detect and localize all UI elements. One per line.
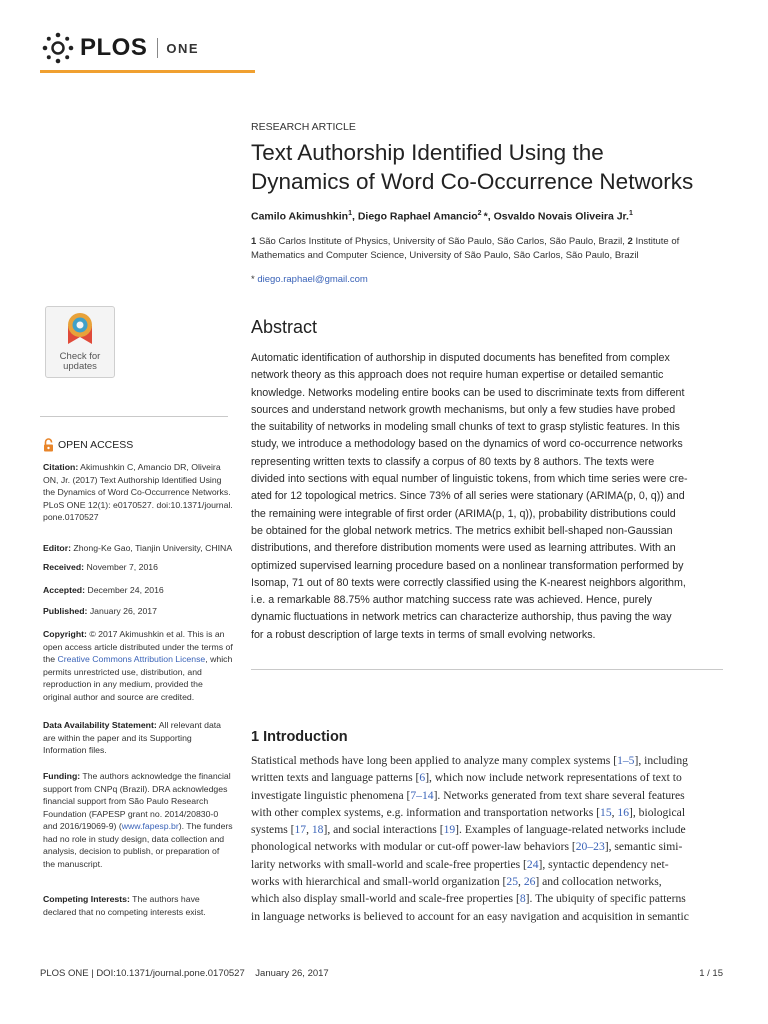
bookmark-ribbon-icon [65,312,95,346]
funding-text: The authors acknowledge the financial support from CNPq (Brazil). DRA acknowledges financial support from São Paulo Research Foundation (FAPESP grant no. 2014/20830-0 and 2016/19069-9) ( [43,771,231,831]
title-line-2: Dynamics of Word Co-Occurrence Networks [251,169,694,194]
reference-link[interactable]: 8 [519,892,526,906]
author-affiliation-marker: 1 [348,210,352,217]
fapesp-link[interactable]: www.fapesp.br [121,821,179,831]
intro-text: ], which now include network representations of text to [425,771,682,785]
copyright-block [43,628,233,703]
affiliation-2-number: 2 [627,236,633,247]
abstract-body [251,350,723,644]
reference-link[interactable]: 19 [443,823,456,837]
copyright-text: © 2017 Akimushkin et al. This is an open access article distributed under the terms of the [43,629,233,664]
intro-text: ], including [634,754,688,767]
citation-text: Akimushkin C, Amancio DR, Oliveira ON, Jr. (2017) Text Authorship Identified Using the Dynamics of Word Co-Occurrence Networks. PLoS ONE 12(1): e0170527. doi:10.1371/journal. pone.0170527 [43,462,233,522]
published-label: Published: [43,606,88,616]
intro-text: written texts and language patterns [ [251,771,420,785]
intro-text: ]. The ubiquity of specific patterns [525,892,686,906]
reference-link[interactable]: 18 [311,823,324,837]
abstract-line: the suitability of networks in modeling small chunks of text to grasp stylistic features. In this [251,421,680,434]
author-name: Osvaldo Novais Oliveira Jr. [493,210,629,223]
affiliation-2: Institute of Mathematics and Computer Science, University of São Paulo, São Carlos, São Paulo, Brazil [251,236,680,261]
intro-text: ], semantic simi- [604,840,683,854]
intro-text: systems [ [251,823,295,837]
open-lock-icon [43,438,54,452]
editor-label: Editor: [43,543,71,553]
abstract-line: knowledge. Networks modeling entire books can be used to discriminate texts from different [251,386,685,399]
abstract-line: distributions, and therefore distribution moments were used as learning attributes. With an [251,542,676,555]
abstract-line: for a robust description of large texts in terms of small evolving networks. [251,628,596,641]
intro-text: ], syntactic dependency net- [538,857,669,871]
affiliation-1-number: 1 [251,236,257,247]
published-date: January 26, 2017 [89,606,157,616]
reference-link[interactable]: 1–5 [617,754,635,767]
abstract-line: study, we introduce a methodology based on the dynamics of word co-occurrence networks [251,438,683,451]
abstract-line: i.e. a remarkable 88.75% author matching success rate was achieved. Hence, purely [251,594,652,607]
intro-text: ] and collocation networks, [535,875,662,889]
data-availability-label: Data Availability Statement: [43,720,157,730]
author-name: Diego Raphael Amancio [357,210,478,223]
copyright-text-end: , which permits unrestricted use, distribution, and reproduction in any medium, provided the original author and source are credited. [43,654,233,702]
intro-line [251,787,723,804]
license-link[interactable]: Creative Commons Attribution License [57,654,206,664]
intro-line [251,890,723,907]
corresponding-email [251,274,723,285]
plos-sun-icon [40,30,76,66]
reference-link[interactable]: 24 [526,857,539,871]
editor-text: Zhong-Ke Gao, Tianjin University, CHINA [73,543,233,553]
email-marker: * [251,274,255,285]
author-list [251,210,723,223]
intro-text: ]. Examples of language-related networks include [455,823,686,837]
intro-text: which also display small-world and scale-free properties [ [251,892,520,906]
competing-interests-block [43,893,233,918]
abstract-heading: Abstract [251,317,318,337]
reference-link[interactable]: 25 [506,875,519,889]
copyright-label: Copyright: [43,629,87,639]
abstract-line: divided into sections with equal number of linguistic tokens, from which time series were cre- [251,473,688,486]
data-availability-text: All relevant data are within the paper and its Supporting Information files. [43,720,222,755]
abstract-line: sources and understand network growth mechanisms, but only a few studies have probed [251,403,676,416]
reference-link[interactable]: 7–14 [410,788,434,802]
intro-text: ]. Networks generated from text share several features [433,788,685,802]
author-affiliation-marker: 2 [477,210,482,217]
citation-label: Citation: [43,462,79,472]
badge-label [46,352,114,372]
abstract-line: optimized supervised learning procedure based on a nonlinear transformation performed by [251,559,684,572]
intro-line [251,752,723,769]
logo-brand: PLOS [80,34,148,61]
plos-one-logo[interactable] [40,30,199,66]
badge-line-2: updates [63,361,97,372]
abstract-line: dynamic fluctuations in network metrics can characterize authorship, thus paving the way [251,611,672,624]
received-date: November 7, 2016 [86,562,158,572]
reference-link[interactable]: 16 [617,805,630,819]
citation-block [43,461,233,524]
section-divider [251,669,723,670]
abstract-line: Isomap, 71 out of 80 texts were correctly classified using the K-nearest neighbors algorithm, [251,576,686,589]
intro-text: works with hierarchical and small-world organization [ [251,875,507,889]
footer-citation: PLOS ONE | DOI:10.1371/journal.pone.0170527 January 26, 2017 [40,968,329,979]
author-separator: *, [481,210,494,223]
abstract-line: network theory as this approach does not require human expertise or detailed semantic [251,369,664,382]
intro-line [251,908,723,925]
reference-link[interactable]: 20–23 [575,840,605,854]
abstract-line: representing written texts to classify a corpus of 80 texts by 8 authors. The texts were [251,455,655,468]
funding-label: Funding: [43,771,81,781]
affiliations [251,235,723,263]
competing-interests-label: Competing Interests: [43,894,130,904]
intro-text: with other complex systems, e.g. information and transportation networks [ [251,805,601,819]
reference-link[interactable]: 6 [419,771,426,785]
intro-text: , [518,875,524,889]
logo-divider [157,38,158,58]
intro-text: ], and social interactions [ [323,823,444,837]
competing-interests-text: The authors have declared that no competing interests exist. [43,894,206,917]
funding-block [43,770,233,870]
intro-text: phonological networks with modular or cut-off power-law behaviors [ [251,840,576,854]
check-for-updates-badge[interactable] [45,306,115,378]
accepted-date: December 24, 2016 [87,585,164,595]
reference-link[interactable]: 17 [294,823,307,837]
reference-link[interactable]: 15 [600,805,612,819]
abstract-line: Automatic identification of authorship in disputed documents has benefited from complex [251,352,670,364]
data-availability-block [43,719,233,757]
article-type: RESEARCH ARTICLE [251,121,356,133]
abstract-line: the remaining were integrable of first order (ARIMA(p, 1, q)), probability distributions could [251,507,676,520]
intro-line [251,804,723,821]
published-block [43,605,233,618]
accepted-label: Accepted: [43,585,85,595]
author-name: Camilo Akimushkin [251,210,349,223]
title-line-1: Text Authorship Identified Using the [251,140,604,165]
email-link[interactable]: diego.raphael@gmail.com [257,274,368,285]
abstract-line: be obtained for the global network metrics. The metrics exhibit bell-shaped non-Gaussian [251,524,673,537]
page-number: 1 / 15 [699,968,723,979]
affiliation-1: São Carlos Institute of Physics, University of São Paulo, São Carlos, São Paulo, Brazil, [258,236,625,247]
intro-line [251,873,723,890]
editor-block [43,542,233,555]
abstract-line: ated for 12 topological metrics. Since 73% of all series were stationary (ARIMA(p, 0, q)) and [251,490,685,503]
funding-text-end: ). The funders had no role in study design, data collection and analysis, decision to publish, or preparation of the manuscript. [43,821,233,869]
header-accent-rule [40,70,255,73]
sidebar-divider [40,416,228,417]
received-label: Received: [43,562,85,572]
reference-link[interactable]: 26 [523,875,536,889]
intro-text: investigate linguistic phenomena [ [251,788,411,802]
intro-text: , [306,823,312,837]
logo-subtitle: ONE [166,40,200,56]
article-title [251,138,723,196]
intro-line [251,838,723,855]
badge-line-1: Check for [59,351,101,362]
accepted-block [43,584,233,597]
author-separator: , [351,210,358,223]
author-affiliation-marker: 1 [628,210,633,217]
intro-heading: 1 Introduction [251,729,348,745]
intro-text: in language networks is believed to account for an easy navigation and acquisition in semantic [251,909,689,923]
intro-body [251,752,723,925]
received-block [43,561,233,574]
intro-line [251,769,723,786]
intro-text: , [611,805,618,819]
open-access-label [43,438,133,452]
intro-line [251,856,723,873]
intro-line [251,821,723,838]
open-access-text: OPEN ACCESS [58,439,134,451]
intro-text: ], biological [629,805,686,819]
intro-text: Statistical methods have long been applied to analyze many complex systems [ [251,754,618,767]
intro-text: larity networks with small-world and scale-free properties [ [251,857,527,871]
